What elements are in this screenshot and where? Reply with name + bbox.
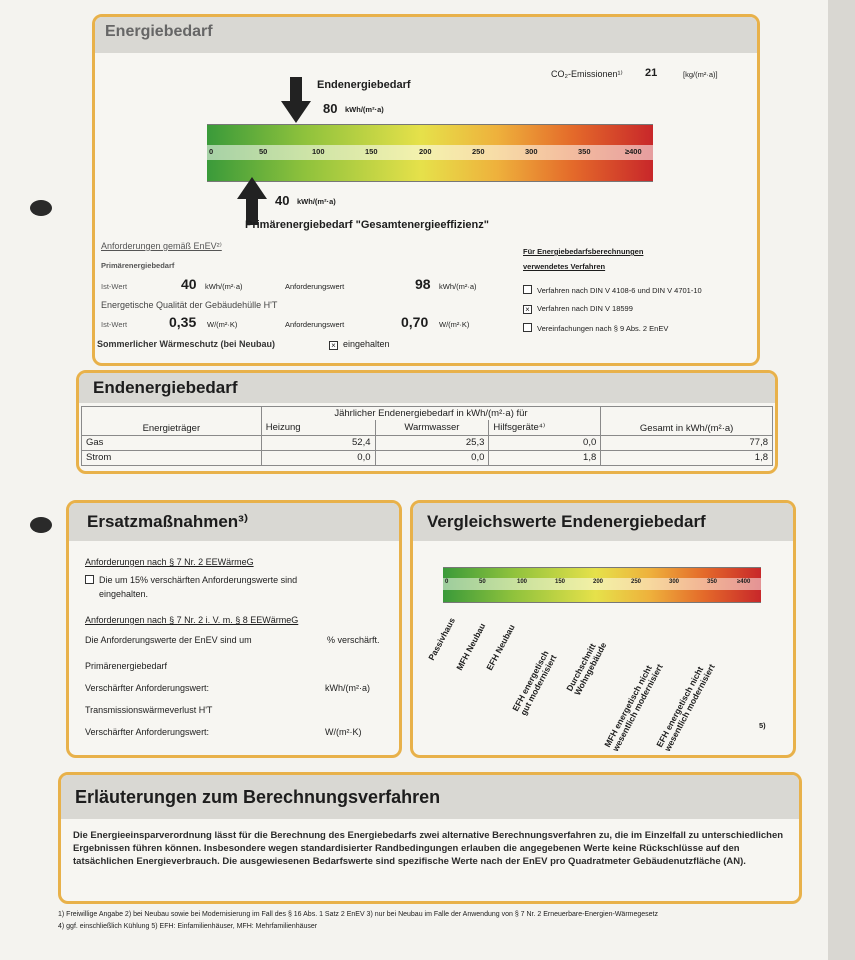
- col-header-aux: Hilfsgeräte⁴⁾: [489, 420, 601, 435]
- requirements-title: Anforderungen gemäß EnEV²⁾: [101, 241, 222, 251]
- method-option-1-label: Verfahren nach DIN V 4108-6 und DIN V 4701-10: [537, 286, 702, 295]
- scale-tick: 0: [445, 579, 449, 585]
- method-option-3: [523, 323, 668, 333]
- ersatz-title: Ersatzmaßnahmen³⁾: [87, 512, 248, 531]
- col-header-carrier: Energieträger: [82, 407, 262, 436]
- anforderung-value: 98: [415, 276, 431, 292]
- background-surface: [828, 0, 855, 960]
- vergleich-footnote-mark: 5): [759, 721, 766, 730]
- co2-label: CO₂-Emissionen¹⁾: [551, 69, 623, 79]
- endenergie-table: [81, 406, 773, 466]
- scale-tick: 200: [593, 579, 604, 585]
- anforderung2-unit: W/(m²·K): [439, 320, 470, 329]
- unchecked-checkbox-icon: [523, 285, 532, 294]
- vergleich-label-mfh-nicht: MFH energetisch nicht wesentlich modernisiert: [602, 662, 665, 753]
- primaerenergie-unit: kWh/(m²·a): [297, 197, 336, 206]
- ist2-unit: W/(m²·K): [207, 320, 238, 329]
- cell-water: 25,3: [375, 435, 489, 450]
- anforderung-unit: kWh/(m²·a): [439, 282, 477, 291]
- col-header-heat: Heizung: [261, 420, 375, 435]
- ersatz-check-1-label: Die um 15% verschärften Anforderungswerte sind: [99, 575, 298, 585]
- cell-carrier: Gas: [82, 435, 262, 450]
- footnote-line-2: 4) ggf. einschließlich Kühlung 5) EFH: Einfamilienhäuser, MFH: Mehrfamilienhäuser: [58, 923, 318, 930]
- primaerenergie-value: 40: [275, 193, 290, 208]
- method-title-2: verwendetes Verfahren: [523, 262, 606, 271]
- scale-tick: 0: [209, 147, 214, 156]
- primaerenergie-arrow-icon: [237, 177, 267, 225]
- cell-total: 77,8: [601, 435, 773, 450]
- endenergie-table-title: Endenergiebedarf: [93, 378, 238, 397]
- ersatz-line-a-unit: % verschärft.: [327, 635, 380, 645]
- method-option-2-label: Verfahren nach DIN V 18599: [537, 304, 633, 313]
- ersatz-sharp-2-unit: W/(m²·K): [325, 727, 362, 737]
- ist-label: Ist-Wert: [101, 282, 128, 291]
- method-option-1: [523, 285, 702, 295]
- scale-tick: 250: [472, 147, 485, 156]
- ist-value: 40: [181, 276, 197, 292]
- co2-unit: [kg/(m²·a)]: [683, 70, 718, 79]
- endenergie-table-box: [76, 370, 778, 474]
- vergleich-label-efh-nicht: EFH energetisch nicht wesentlich modernisiert: [654, 662, 717, 753]
- ist2-label: Ist-Wert: [101, 320, 128, 329]
- scale-tick: 350: [707, 579, 718, 585]
- scale-tick: 200: [419, 147, 432, 156]
- anforderung2-value: 0,70: [401, 314, 429, 330]
- energiebedarf-box: [92, 14, 760, 366]
- scale-tick: 100: [312, 147, 325, 156]
- checked-checkbox-icon: ×: [329, 341, 338, 350]
- table-header-row: [82, 407, 773, 421]
- scale-tick: 250: [631, 579, 642, 585]
- ersatz-line-a: Die Anforderungswerte der EnEV sind um: [85, 635, 252, 645]
- method-option-3-label: Vereinfachungen nach § 9 Abs. 2 EnEV: [537, 324, 669, 333]
- footnote-line-1: 1) Freiwillige Angabe 2) bei Neubau sowie bei Modernisierung im Fall des § 16 Abs. 1 Satz 2 EnEV 3) nur bei Neubau im Falle der Anwendung von § 7 Nr. 2 Erneuerbare-Energien-Wärmegesetz: [58, 911, 658, 918]
- scale-tick: 50: [479, 579, 486, 585]
- method-option-2: [523, 304, 633, 314]
- vergleich-label-durchschnitt: Durchschnitt Wohngebäude: [564, 640, 609, 697]
- scale-tick: 300: [525, 147, 538, 156]
- vergleich-label-efh-neubau: EFH Neubau: [484, 622, 517, 672]
- scale-tick: 100: [517, 579, 528, 585]
- huelle-label: Energetische Qualität der Gebäudehülle H'T: [101, 300, 278, 310]
- ersatz-check-1: [85, 575, 297, 585]
- energiebedarf-header: [95, 17, 757, 53]
- summer-label: Sommerlicher Wärmeschutz (bei Neubau): [97, 339, 276, 349]
- scale-tick: 350: [578, 147, 591, 156]
- ersatz-req-2: Anforderungen nach § 7 Nr. 2 i. V. m. § 8 EEWärmeG: [85, 615, 299, 625]
- ersatz-sharp-1: Verschärfter Anforderungswert:: [85, 683, 210, 693]
- vergleich-label-mfh-neubau: MFH Neubau: [454, 621, 488, 672]
- vergleich-box: [410, 500, 796, 758]
- ersatz-req-1: Anforderungen nach § 7 Nr. 2 EEWärmeG: [85, 557, 254, 567]
- anforderung2-label: Anforderungswert: [285, 320, 345, 329]
- vergleich-scale-ticks: [443, 578, 761, 590]
- table-row: [82, 450, 773, 465]
- scale-tick: ≥400: [737, 579, 751, 585]
- vergleich-label-passivhaus: Passivhaus: [426, 615, 457, 662]
- ersatz-sharp-1-unit: kWh/(m²·a): [325, 683, 370, 693]
- ersatz-sharp-2: Verschärfter Anforderungswert:: [85, 727, 210, 737]
- summer-check-label: eingehalten: [343, 339, 390, 349]
- anforderung-label: Anforderungswert: [285, 282, 345, 291]
- scale-tick: 50: [259, 147, 268, 156]
- cell-water: 0,0: [375, 450, 489, 465]
- ist2-value: 0,35: [169, 314, 197, 330]
- checked-checkbox-icon: ×: [523, 305, 532, 314]
- endenergie-arrow-icon: [281, 77, 311, 123]
- endenergie-value: 80: [323, 101, 338, 116]
- ersatz-primary: Primärenergiebedarf: [85, 661, 168, 671]
- erlaeuterung-header: [61, 775, 799, 819]
- punch-hole: [30, 200, 52, 216]
- scale-tick: 150: [555, 579, 566, 585]
- col-header-year: Jährlicher Endenergiebedarf in kWh/(m²·a) für: [261, 407, 601, 421]
- cell-total: 1,8: [601, 450, 773, 465]
- ersatz-header: [69, 503, 399, 541]
- erlaeuterung-text: Die Energieeinsparverordnung lässt für die Berechnung des Energiebedarfs zwei alternative Berechnungsverfahren zu, die im Einzelfall zu unterschiedlichen Ergebnissen führen können. Insbesondere wegen standardisierter Randbedingungen erlauben die angegebenen Werte keine Rückschlüsse auf den tatsächlichen Energieverbrauch. Die ausgewiesenen Bedarfswerte sind spezifische Werte nach der EnEV pro Quadratmeter Gebäudenutzfläche (AN).: [73, 830, 784, 867]
- method-title-1: Für Energiebedarfsberechnungen: [523, 247, 644, 256]
- cell-aux: 0,0: [489, 435, 601, 450]
- vergleich-header: [413, 503, 793, 541]
- table-row: [82, 435, 773, 450]
- requirements-primary-label: Primärenergiebedarf: [101, 261, 175, 270]
- erlaeuterung-box: [58, 772, 802, 904]
- cell-heat: 0,0: [261, 450, 375, 465]
- energy-scale-ticks: [207, 145, 653, 160]
- co2-value: 21: [645, 67, 658, 79]
- cell-carrier: Strom: [82, 450, 262, 465]
- endenergie-table-header: [79, 373, 775, 403]
- unchecked-checkbox-icon: [85, 575, 94, 584]
- scale-tick: 150: [365, 147, 378, 156]
- unchecked-checkbox-icon: [523, 323, 532, 332]
- summer-check: [329, 339, 390, 350]
- endenergie-unit: kWh/(m²·a): [345, 105, 384, 114]
- vergleich-label-efh-gut: EFH energetisch gut modernisiert: [510, 648, 559, 717]
- punch-hole: [30, 517, 52, 533]
- endenergie-label: Endenergiebedarf: [317, 79, 411, 91]
- col-header-water: Warmwasser: [375, 420, 489, 435]
- erlaeuterung-title: Erläuterungen zum Berechnungsverfahren: [75, 787, 441, 807]
- primaerenergie-label: Primärenergiebedarf "Gesamtenergieeffizienz": [245, 219, 489, 231]
- ist-unit: kWh/(m²·a): [205, 282, 243, 291]
- energiebedarf-title: Energiebedarf: [105, 23, 213, 40]
- cell-heat: 52,4: [261, 435, 375, 450]
- ersatz-box: [66, 500, 402, 758]
- scale-tick: 300: [669, 579, 680, 585]
- col-header-total: Gesamt in kWh/(m²·a): [601, 407, 773, 436]
- ersatz-check-1-cont: eingehalten.: [99, 589, 149, 599]
- scale-tick: ≥400: [625, 147, 642, 156]
- cell-aux: 1,8: [489, 450, 601, 465]
- vergleich-title: Vergleichswerte Endenergiebedarf: [427, 512, 706, 531]
- ersatz-trans: Transmissionswärmeverlust H'T: [85, 705, 213, 715]
